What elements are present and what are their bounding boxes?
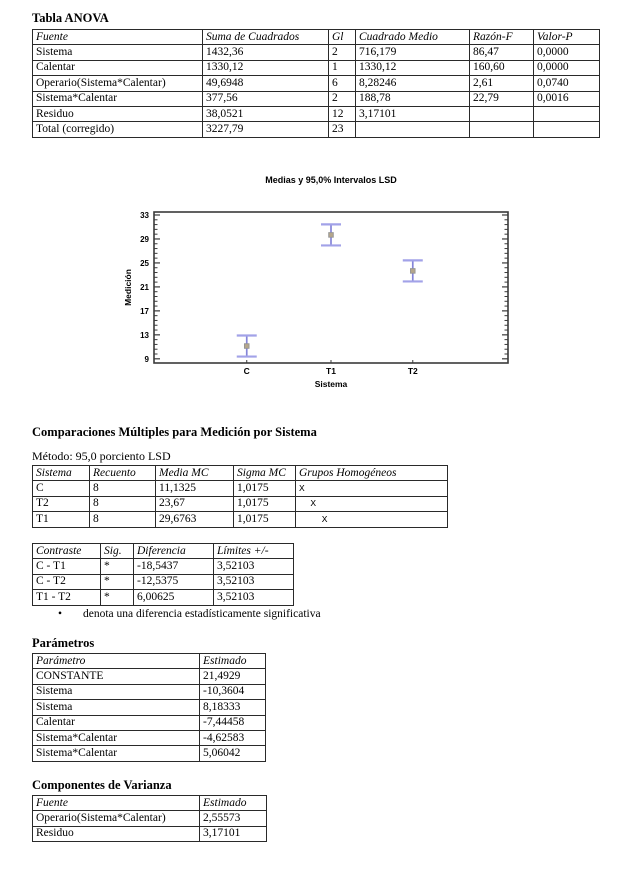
table-row: [33, 715, 266, 730]
column-header: Contraste: [33, 544, 101, 559]
table-cell: Operario(Sistema*Calentar): [33, 811, 200, 826]
column-header: Sig.: [101, 544, 134, 559]
mean-marker: [329, 233, 334, 238]
y-tick-label: 17: [140, 306, 149, 316]
table-cell: 29,6763: [156, 512, 234, 527]
table-cell: [356, 122, 470, 137]
y-tick-label: 13: [140, 330, 149, 340]
table-cell: -18,5437: [134, 559, 214, 574]
y-tick-label: 9: [144, 354, 149, 364]
table-row: [33, 76, 600, 91]
column-header: Fuente: [33, 30, 203, 45]
table-row: [33, 60, 600, 75]
table-cell: 1,0175: [234, 481, 296, 496]
table-header-row: [33, 796, 267, 811]
table-cell: [470, 122, 534, 137]
table-row: [33, 512, 448, 527]
x-category-label: T1: [326, 366, 336, 376]
table-cell: Sistema: [33, 45, 203, 60]
table-row: [33, 669, 266, 684]
table-row: [33, 45, 600, 60]
table-cell: 3,17101: [356, 106, 470, 121]
table-header-row: [33, 466, 448, 481]
lsd-means-chart-svg: [0, 163, 625, 395]
table-cell: T1: [33, 512, 90, 527]
column-header: Gl: [329, 30, 356, 45]
table-header-row: [33, 654, 266, 669]
parameters-table: [32, 653, 266, 762]
anova-table: [32, 29, 600, 138]
y-tick-label: 29: [140, 234, 149, 244]
variance-section-heading: Componentes de Varianza: [32, 778, 172, 792]
table-cell: 49,6948: [203, 76, 329, 91]
table-cell: Residuo: [33, 106, 203, 121]
table-cell: 23,67: [156, 496, 234, 511]
table-row: [33, 91, 600, 106]
column-header: Sistema: [33, 466, 90, 481]
table-cell: *: [101, 590, 134, 605]
table-cell: 2: [329, 91, 356, 106]
table-cell: C - T1: [33, 559, 101, 574]
table-row: [33, 559, 294, 574]
table-cell: T1 - T2: [33, 590, 101, 605]
table-cell: 1330,12: [203, 60, 329, 75]
mean-marker: [244, 344, 249, 349]
table-cell: Residuo: [33, 826, 200, 841]
table-cell: 160,60: [470, 60, 534, 75]
x-category-label: T2: [407, 366, 418, 376]
table-row: [33, 106, 600, 121]
table-cell: 3,52103: [214, 574, 294, 589]
table-cell: 2,55573: [200, 811, 267, 826]
table-cell: 188,78: [356, 91, 470, 106]
variance-components-table: [32, 795, 267, 842]
y-axis-label: Medición: [123, 269, 133, 306]
column-header: Cuadrado Medio: [356, 30, 470, 45]
table-cell: CONSTANTE: [33, 669, 200, 684]
table-cell: 23: [329, 122, 356, 137]
table-row: [33, 122, 600, 137]
contrast-table: [32, 543, 294, 606]
table-cell: 11,1325: [156, 481, 234, 496]
table-cell: 3,52103: [214, 559, 294, 574]
table-cell: X: [296, 496, 448, 511]
y-tick-label: 25: [140, 258, 149, 268]
table-cell: 716,179: [356, 45, 470, 60]
table-cell: Calentar: [33, 715, 200, 730]
table-cell: 6,00625: [134, 590, 214, 605]
column-header: Media MC: [156, 466, 234, 481]
lsd-means-chart: [0, 163, 625, 395]
anova-section-heading: Tabla ANOVA: [32, 11, 109, 25]
table-cell: 1,0175: [234, 496, 296, 511]
table-row: [33, 590, 294, 605]
column-header: Fuente: [33, 796, 200, 811]
parameters-section-heading: Parámetros: [32, 636, 95, 650]
table-cell: 2: [329, 45, 356, 60]
column-header: Razón-F: [470, 30, 534, 45]
table-cell: 0,0016: [534, 91, 600, 106]
y-tick-label: 33: [140, 210, 149, 220]
column-header: Sigma MC: [234, 466, 296, 481]
table-cell: 377,56: [203, 91, 329, 106]
table-cell: 38,0521: [203, 106, 329, 121]
x-category-label: C: [243, 366, 250, 376]
column-header: Valor-P: [534, 30, 600, 45]
table-header-row: [33, 30, 600, 45]
column-header: Recuento: [90, 466, 156, 481]
table-cell: [470, 106, 534, 121]
table-cell: 8: [90, 512, 156, 527]
table-row: [33, 574, 294, 589]
column-header: Estimado: [200, 654, 266, 669]
column-header: Grupos Homogéneos: [296, 466, 448, 481]
table-cell: Operario(Sistema*Calentar): [33, 76, 203, 91]
footnote-text: denota una diferencia estadísticamente significativa: [83, 608, 321, 620]
table-row: [33, 684, 266, 699]
table-cell: 86,47: [470, 45, 534, 60]
table-row: [33, 826, 267, 841]
mean-marker: [410, 269, 415, 274]
table-row: [33, 730, 266, 745]
table-cell: 1: [329, 60, 356, 75]
table-row: [33, 700, 266, 715]
table-cell: 0,0740: [534, 76, 600, 91]
method-caption: Método: 95,0 porciento LSD: [32, 449, 171, 463]
table-header-row: [33, 544, 294, 559]
x-axis-label: Sistema: [314, 379, 348, 389]
table-cell: [534, 122, 600, 137]
table-cell: Sistema: [33, 684, 200, 699]
table-cell: [534, 106, 600, 121]
table-cell: 8,18333: [200, 700, 266, 715]
homogeneous-groups-table: [32, 465, 448, 528]
table-cell: -12,5375: [134, 574, 214, 589]
table-cell: 22,79: [470, 91, 534, 106]
table-cell: Sistema: [33, 700, 200, 715]
table-cell: -7,44458: [200, 715, 266, 730]
table-cell: 8: [90, 496, 156, 511]
table-cell: 3,17101: [200, 826, 267, 841]
table-cell: 1432,36: [203, 45, 329, 60]
column-header: Diferencia: [134, 544, 214, 559]
table-cell: *: [101, 559, 134, 574]
table-cell: 1,0175: [234, 512, 296, 527]
table-row: [33, 746, 266, 761]
table-row: [33, 811, 267, 826]
significance-footnote: [0, 608, 625, 622]
table-cell: 8,28246: [356, 76, 470, 91]
table-cell: Sistema*Calentar: [33, 91, 203, 106]
table-cell: 12: [329, 106, 356, 121]
table-row: [33, 496, 448, 511]
table-cell: 3,52103: [214, 590, 294, 605]
table-cell: Sistema*Calentar: [33, 730, 200, 745]
table-cell: T2: [33, 496, 90, 511]
column-header: Parámetro: [33, 654, 200, 669]
table-cell: Calentar: [33, 60, 203, 75]
table-cell: 1330,12: [356, 60, 470, 75]
column-header: Estimado: [200, 796, 267, 811]
table-cell: X: [296, 481, 448, 496]
table-cell: 2,61: [470, 76, 534, 91]
y-tick-label: 21: [140, 282, 149, 292]
table-cell: -10,3604: [200, 684, 266, 699]
column-header: Suma de Cuadrados: [203, 30, 329, 45]
footnote-bullet: •: [58, 608, 63, 620]
table-cell: C: [33, 481, 90, 496]
table-cell: 6: [329, 76, 356, 91]
table-cell: Sistema*Calentar: [33, 746, 200, 761]
table-cell: 0,0000: [534, 60, 600, 75]
table-cell: 5,06042: [200, 746, 266, 761]
table-cell: 8: [90, 481, 156, 496]
table-cell: X: [296, 512, 448, 527]
column-header: Límites +/-: [214, 544, 294, 559]
table-cell: 3227,79: [203, 122, 329, 137]
table-cell: *: [101, 574, 134, 589]
table-cell: C - T2: [33, 574, 101, 589]
chart-title: Medias y 95,0% Intervalos LSD: [265, 175, 397, 185]
table-row: [33, 481, 448, 496]
table-cell: 21,4929: [200, 669, 266, 684]
table-cell: -4,62583: [200, 730, 266, 745]
table-cell: Total (corregido): [33, 122, 203, 137]
table-cell: 0,0000: [534, 45, 600, 60]
comparisons-section-heading: Comparaciones Múltiples para Medición por Sistema: [32, 425, 317, 439]
